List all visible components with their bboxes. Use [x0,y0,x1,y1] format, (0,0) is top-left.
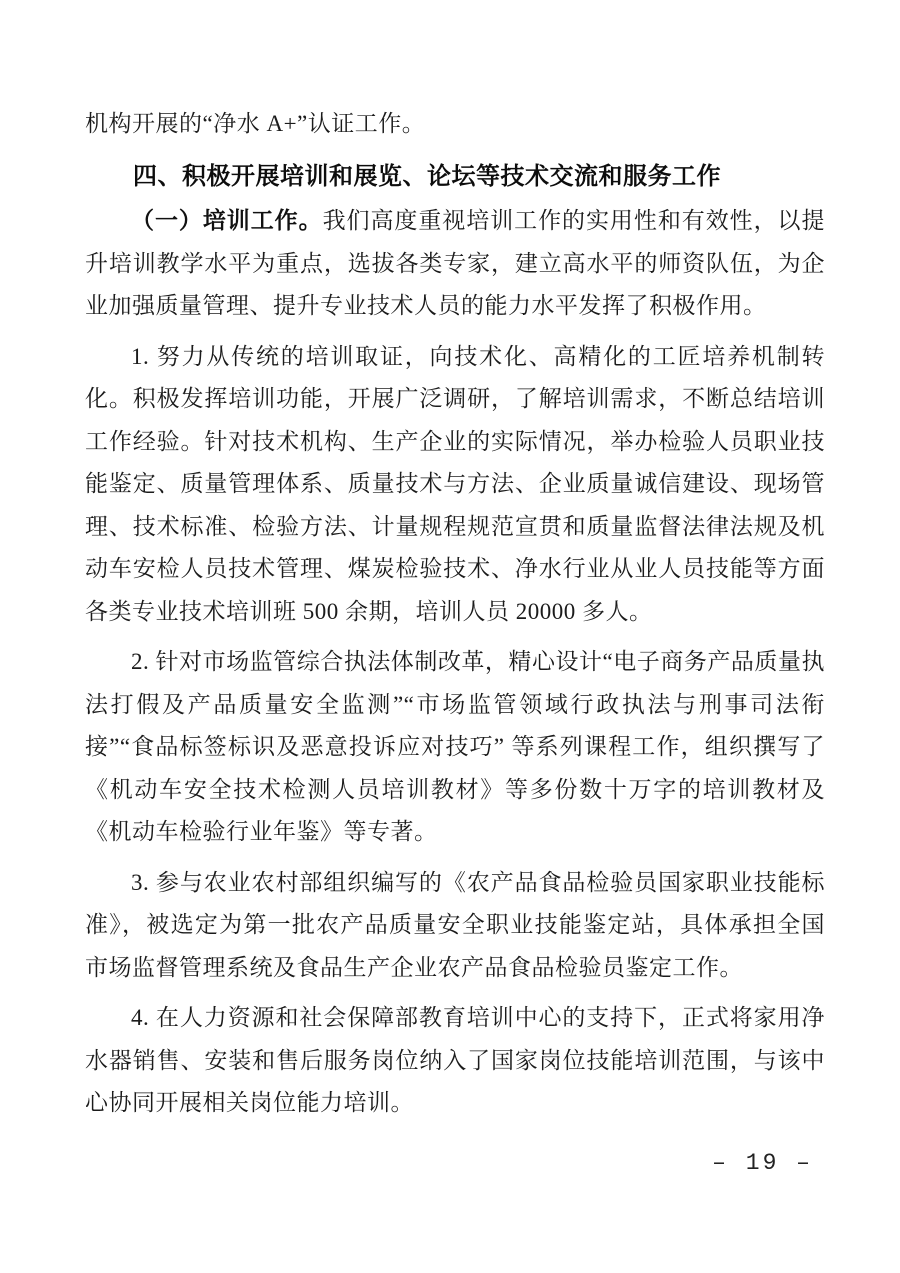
paragraph [85,336,825,634]
document-body [85,103,825,1125]
paragraph-lead: （一）培训工作。 [131,208,323,233]
paragraph [85,997,825,1125]
paragraph-text: 4. 在人力资源和社会保障部教育培训中心的支持下，正式将家用净水器销售、安装和售后服务岗位纳入了国家岗位技能培训范围，与该中心协同开展相关岗位能力培训。 [85,1005,825,1115]
page-number: – 19 – [712,1150,813,1176]
paragraph-continuation: 机构开展的“净水 A+”认证工作。 [85,111,426,136]
paragraph-text: 2. 针对市场监管综合执法体制改革，精心设计“电子商务产品质量执法打假及产品质量安全监测”“市场监管领域行政执法与刑事司法衔接”“食品标签标识及恶意投诉应对技巧” 等系列课程工作，组织撰写了《机动车安全技术检测人员培训教材》等多份数十万字的培训教材及《机动车检验行业年鉴》等专著。 [85,649,825,844]
paragraph [85,200,825,328]
paragraph-text: 3. 参与农业农村部组织编写的《农产品食品检验员国家职业技能标准》，被选定为第一批农产品质量安全职业技能鉴定站，具体承担全国市场监督管理系统及食品生产企业农产品食品检验员鉴定工作。 [85,869,825,980]
paragraph [85,641,825,854]
section-heading: 四、积极开展培训和展览、论坛等技术交流和服务工作 [133,162,721,190]
paragraph-text: 我们高度重视培训工作的实用性和有效性，以提升培训教学水平为重点，选拔各类专家，建立高水平的师资队伍，为企业加强质量管理、提升专业技术人员的能力水平发挥了积极作用。 [85,208,826,318]
paragraph [85,862,825,990]
paragraph-text: 1. 努力从传统的培训取证，向技术化、高精化的工匠培养机制转化。积极发挥培训功能，开展广泛调研，了解培训需求，不断总结培训工作经验。针对技术机构、生产企业的实际情况，举办检验人员职业技能鉴定、质量管理体系、质量技术与方法、企业质量诚信建设、现场管理、技术标准、检验方法、计量规程规范宣贯和质量监督法律法规及机动车安检人员技术管理、煤炭检验技术、净水行业从业人员技能等方面各类专业技术培训班 500 余期，培训人员 20000 多人。 [85,343,825,624]
